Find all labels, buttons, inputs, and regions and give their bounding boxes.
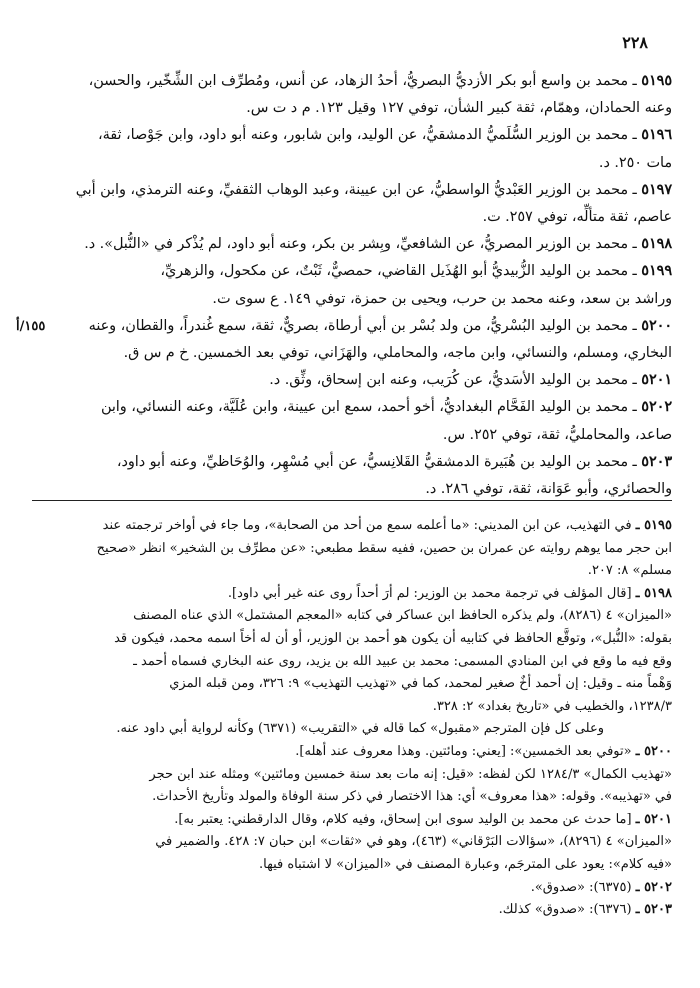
footnote-line: «فيه كلام»: يعود على المترجَم، وعبارة المصنف في «الميزان» لا اشتباه فيها.: [258, 856, 672, 872]
entry-line: البخاري، ومسلم، والنسائي، وابن ماجه، والمحاملي، والهَزَاني، توفي بعد الخمسين. خ م س ق.: [123, 345, 672, 362]
footnote-number: ٥١٩٨ ـ: [635, 585, 672, 601]
entry: ٥١٩٥ ـ محمد بن واسع أبو بكر الأزديُّ البصريُّ، أحدُ الزهاد، عن أنس، ومُطرِّف ابن الشِّخّير، والحسن، وعنه الحمادان، وهمّام، ثقة كبير الشأن، توفي ١٢٧ وقيل ١٢٣. م د ت س.: [88, 73, 672, 117]
footnote: [32, 831, 672, 876]
entry: ٥١٩٧ ـ محمد بن الوزير العَبْديُّ الواسطيُّ، عن ابن عيينة، وعبد الوهاب الثقفيِّ، وعنه الترمذي، وابن أبي عاصم، ثقة متألِّه، توفي ٢٥٧. ت.: [75, 181, 672, 226]
entry-number: ٥١٩٩: [641, 263, 672, 280]
footnote-line: مسلم» ٨: ٢٠٧.: [587, 563, 672, 579]
footnote: [32, 741, 672, 764]
footnote-line: «الميزان» ٤ (٨٢٩٦)، «سؤالات البَرْقاني» (٤٦٣)، وهو في «ثقات» ابن حبان ٧: ٤٢٨. والضمير في: [155, 834, 672, 850]
footnote-line: «الميزان» ٤ (٨٢٨٦)، ولم يذكره الحافظ ابن عساكر في كتابه «المعجم المشتمل» الذي عناه المصنف: [133, 608, 672, 624]
footnote-number: ٥١٩٥ ـ: [635, 518, 672, 533]
footnote-line: في «تهذيبه». وقوله: «هذا معروف» أي: هذا الاختصار في ذكر سنة الوفاة والمولد وتأريخ الأحداث.: [152, 789, 672, 805]
entry: ٥٢٠٢ ـ محمد بن الوليد الفَحَّام البغداديُّ، أخو أحمد، سمع ابن عيينة، وابن عُلَيَّة، وعنه النسائي، وابن صاعد، والمحامليُّ، ثقة، توفي ٢٥٢. س.: [100, 399, 672, 443]
footnote-line: في التهذيب، عن ابن المديني: «ما أعلمه سمع من أحد من الصحابة»، وما جاء في أواخر ترجمته عند: [102, 518, 632, 533]
footnote: [32, 583, 672, 606]
entry-line: محمد بن واسع أبو بكر الأزديُّ البصريُّ، أحدُ الزهاد، عن أنس، ومُطرِّف ابن الشِّخّير، والحسن،: [88, 73, 628, 89]
entry-line: صاعد، والمحامليُّ، ثقة، توفي ٢٥٢. س.: [442, 426, 672, 443]
footnote-line: وعلى كل فإن المترجم «مقبول» كما قاله في «التقريب» (٦٣٧١) وكأنه لرواية أبي داود عنه.: [116, 721, 604, 737]
footnote-line: (٦٣٧٥): «صدوق».: [530, 879, 632, 895]
footnote: [32, 764, 672, 809]
footnote: [32, 877, 672, 900]
entry-line: عاصم، ثقة متألِّه، توفي ٢٥٧. ت.: [482, 209, 672, 226]
entry-line: محمد بن الوليد الأسَديُّ، عن كُرَيب، وعنه ابن إسحاق، وثِّق. د.: [269, 372, 628, 389]
entry-line: محمد بن الوزير العَبْديُّ الواسطيُّ، عن ابن عيينة، وعبد الوهاب الثقفيِّ، وعنه الترمذي، وابن أبي: [75, 181, 628, 198]
main-entries: [32, 68, 672, 503]
entry-line: وعنه الحمادان، وهمّام، ثقة كبير الشأن، توفي ١٢٧ وقيل ١٢٣. م د ت س.: [246, 100, 672, 117]
entry-number: ٥٢٠٣: [641, 453, 672, 470]
entry-line: والحصائري، وأبو عَوَانة، ثقة، توفي ٢٨٦. د.: [425, 481, 672, 498]
entry-number: ٥٢٠٢: [641, 399, 672, 416]
footnote-number: ٥٢٠٢ ـ: [635, 879, 672, 895]
entry-line: محمد بن الوليد الفَحَّام البغداديُّ، أخو أحمد، سمع ابن عيينة، وابن عُلَيَّة، وعنه النسائي، وابن: [100, 399, 628, 416]
entry: ٥١٩٩ ـ محمد بن الوليد الزُّبيديُّ أبو الهُذَيل القاضي، حمصيٌّ، ثَبْتٌ، عن مكحول، والزهريِّ، وراشد بن سعد، وعنه محمد بن حرب، ويحيى بن حمزة، توفي ١٤٩. ع سوى ت.: [160, 263, 672, 307]
side-note: ١٥٥/أ: [16, 319, 46, 334]
footnote-line: «تهذيب الكمال» ١٢٨٤/٣ لكن لفظه: «قيل: إنه مات بعد سنة خمسين ومائتين» ومثله عند ابن حجر: [149, 766, 672, 782]
footnote-number: ٥٢٠٠ ـ: [635, 743, 672, 759]
entry: ٥٢٠١ ـ محمد بن الوليد الأسَديُّ، عن كُرَيب، وعنه ابن إسحاق، وثِّق. د.: [269, 372, 672, 389]
footnote-line: ١٢٣٨/٣، والخطيب في «تاريخ بغداد» ٢: ٣٢٨.: [432, 698, 672, 714]
entry-number: ٥١٩٦: [641, 127, 672, 144]
footnote: [32, 718, 672, 741]
footnote-number: ٥٢٠٣ ـ: [635, 902, 672, 918]
entry-number: ٥١٩٥: [641, 73, 672, 89]
footnotes: [32, 515, 672, 922]
entry-line: محمد بن الوزير المصريُّ، عن الشافعيِّ، وبِشر بن بكر، وعنه أبو داود، لم يُذْكر في «النُّبل». د.: [84, 236, 628, 253]
entry: ٥٢٠٠ ـ محمد بن الوليد البُسْريُّ، من ولد بُسْر بن أبي أرطاة، بصريٌّ، ثقة، سمع غُندراً، والقطان، وعنه البخاري، ومسلم، والنسائي، وابن ماجه، والمحاملي، والهَزَاني، توفي بعد الخمسين. خ م س ق.: [88, 317, 672, 362]
footnote: [32, 809, 672, 832]
footnote-line: «توفي بعد الخمسين»: [يعني: ومائتين. وهذا معروف عند أهله].: [295, 743, 632, 759]
entry-line: مات ٢٥٠. د.: [598, 154, 672, 171]
footnote-line: وقع فيه ما وقع في ابن المنادي المسمى: محمد بن عبيد الله بن يزيد، روى عنه البخاري فسماه أحمد ـ: [133, 653, 672, 669]
entry-number: ٥١٩٨: [641, 236, 672, 253]
entry-line: محمد بن الوزير السُّلَميُّ الدمشقيُّ، عن الوليد، وابن شابور، وعنه أبو داود، وابن جَوْصا، ثقة،: [97, 127, 628, 144]
footnote-line: [ما حدث عن محمد بن الوليد سوى ابن إسحاق، وفيه كلام، وقال الدارقطني: يعتبر به].: [174, 811, 632, 827]
entry-line: محمد بن الوليد البُسْريُّ، من ولد بُسْر بن أبي أرطاة، بصريٌّ، ثقة، سمع غُندراً، والقطان، وعنه: [88, 317, 628, 334]
entry-line: محمد بن الوليد الزُّبيديُّ أبو الهُذَيل القاضي، حمصيٌّ، ثَبْتٌ، عن مكحول، والزهريِّ،: [160, 263, 628, 280]
footnote-line: [قال المؤلف في ترجمة محمد بن الوزير: لم أرَ أحداً روى عنه غير أبي داود].: [227, 585, 632, 601]
entry: ٥١٩٦ ـ محمد بن الوزير السُّلَميُّ الدمشقيُّ، عن الوليد، وابن شابور، وعنه أبو داود، وابن جَوْصا، ثقة، مات ٢٥٠. د.: [97, 127, 672, 171]
footnote-number: ٥٢٠١ ـ: [635, 811, 672, 827]
entry-line: وراشد بن سعد، وعنه محمد بن حرب، ويحيى بن حمزة، توفي ١٤٩. ع سوى ت.: [212, 290, 672, 307]
entry-number: ٥٢٠١: [641, 372, 672, 389]
footnote-line: بقوله: «النُّبل»، وتوقَّع الحافظ في كتابيه أن يكون هو أحمد بن الوزير، أو أن له أخاً اسمه محمد، فيكون قد: [114, 630, 672, 646]
footnote-line: (٦٣٧٦): «صدوق» كذلك.: [498, 902, 632, 918]
entry-number: ٥٢٠٠: [641, 317, 672, 334]
footnote: [32, 899, 672, 922]
entry-line: محمد بن الوليد بن هُبَيرة الدمشقيُّ القَلانِسيُّ، عن أبي مُسْهِر، والوُحَاظيِّ، وعنه أبو داود،: [116, 453, 628, 470]
footnote: [32, 605, 672, 718]
footnote-separator: [32, 500, 672, 501]
entry-number: ٥١٩٧: [641, 181, 672, 198]
page-number: ٢٢٨: [622, 33, 648, 52]
entry: ٥٢٠٣ ـ محمد بن الوليد بن هُبَيرة الدمشقيُّ القَلانِسيُّ، عن أبي مُسْهِر، والوُحَاظيِّ، وعنه أبو داود، والحصائري، وأبو عَوَانة، ثقة، توفي ٢٨٦. د.: [116, 453, 672, 498]
footnote: [32, 515, 672, 583]
footnote-line: ابن حجر مما يوهم روايته عن عمران بن حصين، ففيه سقط مطبعي: «عن مطرِّف بن الشخير» انظر «صحيح: [96, 540, 672, 556]
footnote-line: وَهْماً منه ـ وقيل: إن أحمد أخٌ صغير لمحمد، كما في «تهذيب التهذيب» ٩: ٣٢٦، ومن قبله المزي: [169, 676, 672, 692]
entry: ٥١٩٨ ـ محمد بن الوزير المصريُّ، عن الشافعيِّ، وبِشر بن بكر، وعنه أبو داود، لم يُذْكر في «النُّبل». د.: [84, 236, 672, 253]
